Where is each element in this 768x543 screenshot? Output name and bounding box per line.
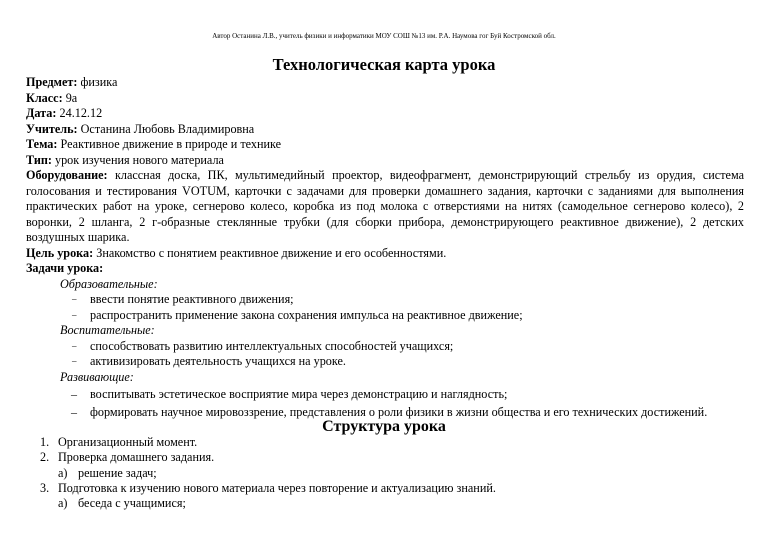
equipment-label: Оборудование: <box>26 168 108 182</box>
list-item <box>26 466 744 481</box>
list-item-text: ввести понятие реактивного движения; <box>90 292 294 306</box>
item-text: решение задач; <box>78 465 157 480</box>
date-value: 24.12.12 <box>56 106 103 120</box>
dash-bullet: – <box>72 356 77 366</box>
topic-line <box>26 137 744 153</box>
type-value: урок изучения нового материала <box>51 152 224 167</box>
class-value: 9а <box>62 90 78 105</box>
item-letter: а) <box>58 465 68 480</box>
item-text: Проверка домашнего задания. <box>58 450 215 465</box>
subject-label: Предмет: <box>26 75 78 89</box>
item-letter: а) <box>58 496 68 511</box>
class-line <box>26 91 744 107</box>
item-number: 3. <box>40 480 50 495</box>
topic-label: Тема: <box>26 137 58 151</box>
teacher-value: Останина Любовь Владимировна <box>77 121 255 136</box>
list-item <box>26 354 744 370</box>
list-item-text: распространить применение закона сохранения импульса на реактивное движение; <box>90 307 523 322</box>
upbringing-tasks-label: Воспитательные: <box>60 323 155 337</box>
structure-title: Структура урока <box>322 418 446 435</box>
date-line <box>26 106 744 122</box>
list-item-text: активизировать деятельность учащихся на уроке. <box>90 354 346 368</box>
author-header-note: Автор Останина Л.В., учитель физики и информатики МОУ СОШ №13 им. Р.А. Наумова гог Буй Костромской обл. <box>212 32 556 40</box>
equipment-value: классная доска, ПК, мультимедийный проектор, видеофрагмент, демонстрирующий стрельбу из орудия, система голосования и тестирования VOTUM, карточки с задачами для проверки домашнего задания, карточки с заданиями для выполнения практических работ на уроке, сегнерово колесо, коробка из под молока с отверстиями на нитях (самодельное сегнерово колесо), 2 воронки, 2 шланга, 2 г-образные стеклянные трубки (для сборки прибора, демонстрирующего реактивное движение), 2 детских воздушных шарика. <box>26 168 744 244</box>
list-item <box>26 387 744 403</box>
structure-list <box>26 435 744 511</box>
list-item-text: воспитывать эстетическое восприятие мира через демонстрацию и наглядность; <box>90 387 508 401</box>
subject-line <box>26 75 744 91</box>
subject-value: физика <box>77 75 118 89</box>
dash-bullet: – <box>72 309 77 320</box>
list-item-text: способствовать развитию интеллектуальных способностей учащихся; <box>90 338 454 353</box>
item-number: 1. <box>40 435 50 449</box>
developmental-tasks-label: Развивающие: <box>60 369 134 384</box>
list-item <box>26 292 744 308</box>
list-item-text: формировать научное мировоззрение, представления о роли физики в жизни общества и его технических достижений. <box>90 404 708 419</box>
item-text: Организационный момент. <box>58 435 198 449</box>
teacher-label: Учитель: <box>26 121 78 136</box>
dash-bullet: – <box>72 294 77 304</box>
lesson-info <box>26 75 744 420</box>
topic-value: Реактивное движение в природе и технике <box>57 137 282 151</box>
dash-bullet: – <box>72 340 77 351</box>
list-item <box>26 308 744 324</box>
item-text: беседа с учащимися; <box>78 496 186 511</box>
teacher-line <box>26 122 744 138</box>
list-item <box>26 435 744 450</box>
item-text: Подготовка к изучению нового материала через повторение и актуализацию знаний. <box>58 480 496 495</box>
dash-bullet: – <box>71 387 77 401</box>
date-label: Дата: <box>26 106 57 120</box>
goal-value: Знакомство с понятием реактивное движение и его особенностями. <box>93 245 447 260</box>
list-item <box>26 450 744 465</box>
goal-line <box>26 246 744 262</box>
equipment-paragraph <box>26 168 744 246</box>
type-line <box>26 153 744 169</box>
list-item <box>26 339 744 355</box>
class-label: Класс: <box>26 90 63 105</box>
tasks-label: Задачи урока: <box>26 261 104 275</box>
document-title: Технологическая карта урока <box>272 55 496 74</box>
goal-label: Цель урока: <box>26 245 94 260</box>
educational-tasks-label: Образовательные: <box>60 276 158 291</box>
list-item <box>26 481 744 496</box>
type-label: Тип: <box>26 152 52 167</box>
list-item <box>26 496 744 511</box>
item-number: 2. <box>40 450 50 465</box>
dash-bullet: – <box>71 404 77 419</box>
